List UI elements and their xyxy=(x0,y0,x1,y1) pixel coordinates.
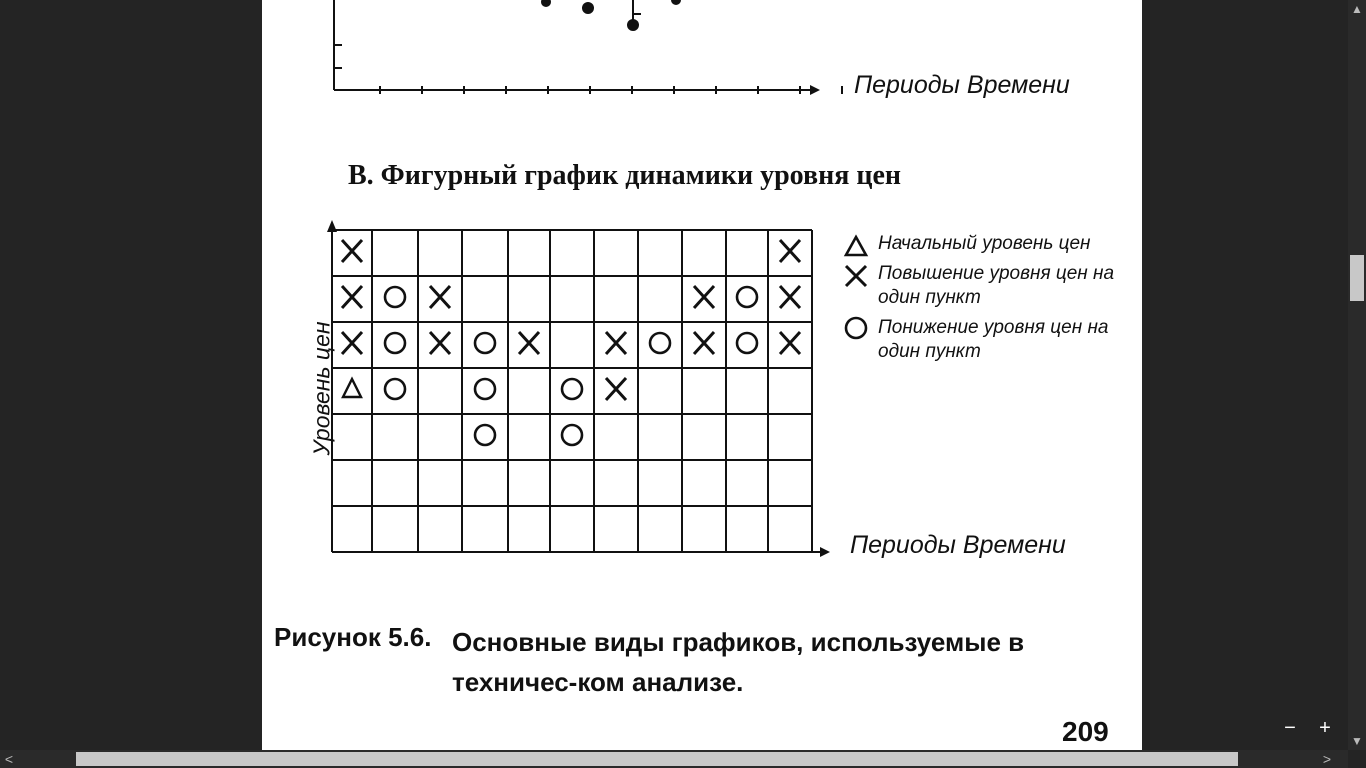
top-chart-points xyxy=(541,0,681,31)
legend-item xyxy=(842,316,1122,364)
legend-item-text: Начальный уровень цен xyxy=(878,233,1091,254)
document-page xyxy=(262,0,1142,750)
vertical-scrollbar[interactable] xyxy=(1348,0,1366,750)
scroll-left-icon[interactable]: < xyxy=(4,751,14,767)
scroll-down-icon[interactable]: ▼ xyxy=(1351,734,1363,748)
top-chart-x-arrow xyxy=(810,85,820,95)
legend-item xyxy=(842,262,1122,310)
o-mark xyxy=(385,287,405,307)
x-mark xyxy=(780,240,800,262)
zoom-out-button[interactable]: − xyxy=(1284,717,1296,739)
x-axis-label: Периоды Времени xyxy=(850,531,1066,559)
o-mark xyxy=(475,333,495,353)
point-figure-chart xyxy=(262,215,842,575)
zoom-in-button[interactable]: + xyxy=(1319,717,1331,739)
o-mark xyxy=(475,379,495,399)
legend-item-text: Повышение уровня цен на один пункт xyxy=(878,263,1115,308)
x-mark-icon xyxy=(842,262,870,290)
scroll-up-icon[interactable]: ▲ xyxy=(1351,2,1363,16)
top-chart-bar xyxy=(633,0,641,22)
x-mark xyxy=(342,332,362,354)
o-mark xyxy=(475,425,495,445)
legend-item-text: Понижение уровня цен на один пункт xyxy=(878,317,1109,362)
section-title: В. Фигурный график динамики уровня цен xyxy=(348,160,902,191)
o-mark xyxy=(562,379,582,399)
vertical-scroll-thumb[interactable] xyxy=(1350,255,1364,301)
x-mark xyxy=(780,286,800,308)
x-mark xyxy=(694,332,714,354)
x-mark xyxy=(694,286,714,308)
x-mark xyxy=(780,332,800,354)
scroll-right-icon[interactable]: > xyxy=(1322,751,1332,767)
x-axis-arrow xyxy=(820,547,830,557)
top-chart-point xyxy=(541,0,551,7)
page-number: 209 xyxy=(1062,716,1109,747)
o-mark xyxy=(562,425,582,445)
o-mark xyxy=(650,333,670,353)
legend-item xyxy=(842,232,1122,256)
top-chart-point xyxy=(671,0,681,5)
x-mark xyxy=(430,286,450,308)
triangle-mark xyxy=(343,379,361,397)
o-mark xyxy=(737,333,757,353)
figure-caption-label: Рисунок 5.6. xyxy=(274,622,432,652)
top-chart-x-axis-label: Периоды Времени xyxy=(854,71,1070,99)
o-mark xyxy=(385,379,405,399)
x-mark xyxy=(606,378,626,400)
figure-caption-text: Основные виды графиков, используемые в техничес-ком анализе. xyxy=(452,627,1025,697)
x-mark xyxy=(342,240,362,262)
x-mark xyxy=(342,286,362,308)
top-line-chart xyxy=(262,0,1142,120)
circle-icon xyxy=(842,316,870,344)
legend xyxy=(842,232,1122,370)
o-mark xyxy=(737,287,757,307)
x-mark xyxy=(606,332,626,354)
y-axis-arrow xyxy=(327,220,337,232)
o-mark xyxy=(385,333,405,353)
horizontal-scrollbar[interactable] xyxy=(0,750,1348,768)
y-axis-label: Уровень цен xyxy=(308,321,335,456)
top-chart-point xyxy=(582,2,594,14)
triangle-icon xyxy=(842,232,870,260)
horizontal-scroll-thumb[interactable] xyxy=(76,752,1238,766)
x-mark xyxy=(519,332,539,354)
x-mark xyxy=(430,332,450,354)
